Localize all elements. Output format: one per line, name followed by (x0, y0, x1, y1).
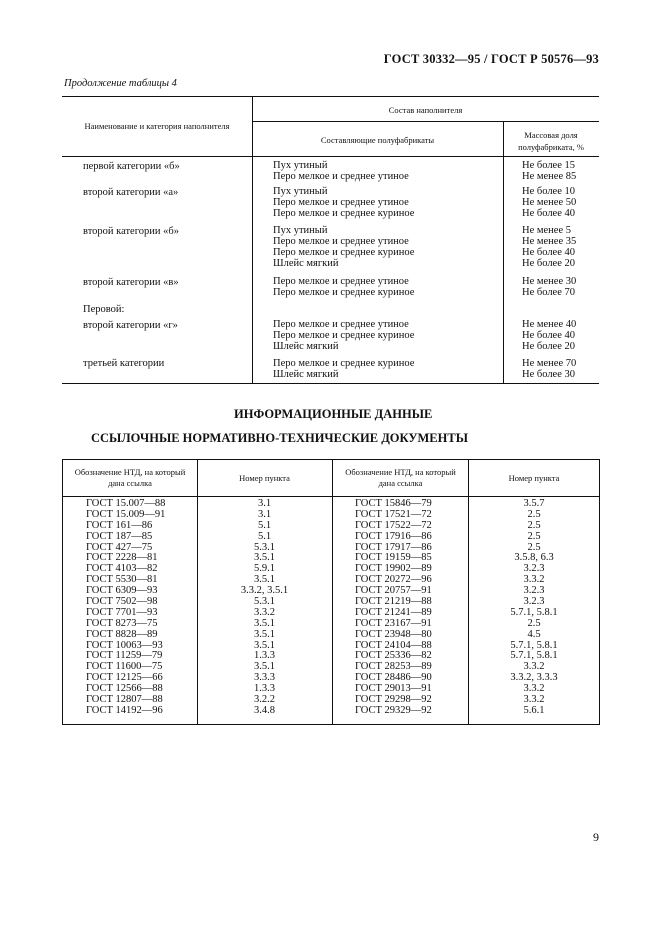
item-number: 2.5 (527, 617, 541, 629)
item-number: 3.1 (257, 498, 272, 509)
item-number: 3.3.2 (523, 661, 545, 673)
table-line: Перо мелкое и среднее куриное (273, 207, 415, 219)
table-rule (62, 496, 600, 497)
document-designation: ГОСТ 29298—92 (355, 694, 432, 706)
subsection-title: ССЫЛОЧНЫЕ НОРМАТИВНО-ТЕХНИЧЕСКИЕ ДОКУМЕНТЫ (91, 431, 468, 445)
mass-fraction-list (522, 187, 576, 220)
item-number: 4.5 (527, 628, 541, 640)
document-designation: ГОСТ 17522—72 (355, 519, 432, 531)
table-line: Пух утиный (273, 160, 328, 171)
table-line: Не более 20 (522, 257, 576, 269)
document-designation: ГОСТ 15846—79 (355, 498, 432, 509)
document-designation: ГОСТ 6309—93 (86, 585, 158, 597)
item-number: 1.3.3 (254, 683, 275, 695)
table-line: Шлейс мягкий (273, 340, 339, 352)
item-number: 5.3.1 (254, 541, 275, 553)
table-line: Не менее 40 (522, 319, 577, 330)
document-designation: ГОСТ 25336—82 (355, 650, 432, 662)
table-rule (62, 96, 599, 97)
item-number: 3.2.3 (523, 585, 545, 597)
item-number: 5.3.1 (254, 596, 275, 608)
table-line: Не более 40 (522, 207, 576, 219)
column-header-document: Обозначение НТД, на который дана ссылка (345, 467, 456, 488)
item-number: 5.7.1, 5.8.1 (510, 639, 558, 651)
document-designation: ГОСТ 21241—89 (355, 606, 432, 618)
item-number: 3.2.3 (523, 563, 545, 575)
category-name: первой категории «б» (83, 161, 180, 172)
item-number: 3.2.2 (254, 694, 275, 706)
column-header-item: Номер пункта (508, 473, 560, 483)
table-line: Не более 15 (522, 160, 576, 171)
item-number: 5.7.1, 5.8.1 (510, 650, 558, 662)
document-designation: ГОСТ 8828—89 (86, 628, 158, 640)
document-designation: ГОСТ 20757—91 (355, 585, 432, 597)
column-header-composition: Состав наполнителя (388, 105, 463, 115)
item-number: 3.5.1 (254, 661, 275, 673)
table-rule (62, 459, 600, 460)
component-list (273, 359, 414, 381)
document-list (86, 499, 165, 717)
column-header-document: Обозначение НТД, на который дана ссылка (74, 467, 186, 488)
item-list (468, 499, 600, 717)
item-number: 3.5.1 (254, 639, 275, 651)
page-number: 9 (593, 830, 599, 844)
item-number: 5.7.1, 5.8.1 (510, 606, 558, 618)
item-number: 3.3.3 (254, 672, 275, 684)
table-line: Перо мелкое и среднее куриное (273, 246, 415, 258)
item-number: 3.3.2, 3.5.1 (240, 585, 289, 597)
document-designation: ГОСТ 7502—98 (86, 596, 158, 608)
item-number: 2.5 (527, 541, 541, 553)
table-rule (62, 383, 599, 384)
category-name: второй категории «в» (83, 277, 179, 288)
document-list (355, 499, 432, 717)
table-line: Не менее 85 (522, 170, 577, 182)
document-designation: ГОСТ 17917—86 (355, 541, 432, 553)
mass-fraction-list (522, 320, 576, 353)
component-list (273, 320, 414, 353)
table-rule (503, 121, 504, 384)
item-number: 3.5.1 (254, 628, 275, 640)
item-number: 3.3.2, 3.3.3 (510, 672, 558, 684)
table-line: Не менее 50 (522, 196, 577, 208)
item-number: 3.3.2 (523, 694, 545, 706)
item-number: 3.3.2 (523, 683, 545, 695)
table-line: Пух утиный (273, 225, 328, 236)
document-designation: ГОСТ 19159—85 (355, 552, 432, 564)
table-line: Перо мелкое и среднее утиное (273, 319, 409, 330)
component-list (273, 161, 409, 183)
document-designation: ГОСТ 23167—91 (355, 617, 432, 629)
table-line: Перо мелкое и среднее утиное (273, 276, 409, 287)
document-designation: ГОСТ 21219—88 (355, 596, 432, 608)
table-line: Не более 30 (522, 368, 576, 380)
document-designation: ГОСТ 17521—72 (355, 508, 432, 520)
category-name: второй категории «б» (83, 226, 179, 237)
column-header-name: Наименование и категория наполнителя (84, 121, 230, 131)
document-designation: ГОСТ 10063—93 (86, 639, 163, 651)
table-line: Перо мелкое и среднее куриное (273, 286, 415, 298)
document-designation: ГОСТ 11600—75 (86, 661, 163, 673)
item-number: 3.3.2 (254, 606, 275, 618)
document-designation: ГОСТ 12125—66 (86, 672, 163, 684)
document-designation: ГОСТ 28486—90 (355, 672, 432, 684)
document-designation: ГОСТ 17916—86 (355, 530, 432, 542)
reference-documents-table (62, 459, 600, 725)
item-number: 3.4.8 (254, 704, 275, 716)
table-rule (62, 724, 600, 725)
table-continuation-caption: Продолжение таблицы 4 (64, 78, 177, 89)
table-line: Не более 40 (522, 246, 576, 258)
item-list (197, 499, 332, 717)
document-designation: ГОСТ 7701—93 (86, 606, 158, 618)
column-header-item: Номер пункта (239, 473, 290, 483)
component-list (273, 226, 414, 270)
document-designation: ГОСТ 12566—88 (86, 683, 163, 695)
item-number: 3.1 (257, 508, 272, 520)
document-designation: ГОСТ 29329—92 (355, 704, 432, 716)
component-list (273, 277, 414, 299)
item-number: 3.5.1 (254, 617, 275, 629)
table-line: Не более 20 (522, 340, 576, 352)
filler-composition-table (62, 96, 599, 384)
item-number: 2.5 (527, 508, 541, 520)
table-line: Перо мелкое и среднее куриное (273, 329, 415, 341)
item-number: 2.5 (527, 530, 541, 542)
document-designation: ГОСТ 20272—96 (355, 574, 432, 586)
item-number: 3.3.2 (523, 574, 545, 586)
item-number: 3.5.7 (523, 498, 545, 509)
table-line: Перо мелкое и среднее утиное (273, 235, 409, 247)
document-designation: ГОСТ 11259—79 (86, 650, 163, 662)
document-designation: ГОСТ 24104—88 (355, 639, 432, 651)
table-rule (62, 459, 63, 725)
column-header-mass-fraction: Массовая доля полуфабриката, % (518, 130, 584, 152)
table-line: Не менее 30 (522, 276, 577, 287)
document-designation: ГОСТ 19902—89 (355, 563, 432, 575)
table-rule (62, 156, 599, 157)
table-rule (252, 121, 599, 122)
document-designation: ГОСТ 161—86 (86, 519, 153, 531)
table-line: Пух утиный (273, 186, 328, 197)
table-line: Шлейс мягкий (273, 257, 339, 269)
item-number: 3.2.3 (523, 596, 545, 608)
component-list (273, 187, 414, 220)
section-title: ИНФОРМАЦИОННЫЕ ДАННЫЕ (234, 407, 433, 421)
item-number: 5.6.1 (523, 704, 545, 716)
item-number: 5.1 (257, 530, 272, 542)
document-designation: ГОСТ 427—75 (86, 541, 153, 553)
item-number: 2.5 (527, 519, 541, 531)
document-designation: ГОСТ 2228—81 (86, 552, 158, 564)
column-header-components: Составляющие полуфабрикаты (320, 135, 435, 145)
table-line: Перо мелкое и среднее утиное (273, 196, 409, 208)
document-designation: ГОСТ 28253—89 (355, 661, 432, 673)
table-line: Не более 70 (522, 286, 576, 298)
table-line: Не менее 35 (522, 235, 577, 247)
document-designation: ГОСТ 4103—82 (86, 563, 158, 575)
item-number: 5.9.1 (254, 563, 275, 575)
table-line: Не более 10 (522, 186, 576, 197)
mass-fraction-list (522, 161, 576, 183)
table-line: Перо мелкое и среднее утиное (273, 170, 409, 182)
category-name: третьей категории (83, 358, 165, 369)
mass-fraction-list (522, 277, 576, 299)
table-rule (332, 459, 333, 725)
mass-fraction-list (522, 359, 576, 381)
item-number: 5.1 (257, 519, 272, 531)
document-designation: ГОСТ 5530—81 (86, 574, 158, 586)
mass-fraction-list (522, 226, 576, 270)
document-designation: ГОСТ 15.007—88 (86, 498, 166, 509)
table-line: Не менее 70 (522, 358, 577, 369)
table-line: Перо мелкое и среднее куриное (273, 358, 415, 369)
category-name: второй категории «г» (83, 320, 178, 331)
document-designation: ГОСТ 8273—75 (86, 617, 158, 629)
category-name: Перовой: (83, 304, 125, 315)
item-number: 3.5.1 (254, 552, 275, 564)
table-line: Не более 40 (522, 329, 576, 341)
document-designation: ГОСТ 29013—91 (355, 683, 432, 695)
table-line: Шлейс мягкий (273, 368, 339, 380)
table-line: Не менее 5 (522, 225, 571, 236)
document-designation: ГОСТ 23948—80 (355, 628, 432, 640)
document-designation: ГОСТ 187—85 (86, 530, 153, 542)
document-designation: ГОСТ 15.009—91 (86, 508, 166, 520)
page-header: ГОСТ 30332—95 / ГОСТ Р 50576—93 (383, 52, 599, 66)
document-designation: ГОСТ 12807—88 (86, 694, 163, 706)
item-number: 3.5.1 (254, 574, 275, 586)
item-number: 3.5.8, 6.3 (514, 552, 554, 564)
category-name: второй категории «а» (83, 187, 179, 198)
document-designation: ГОСТ 14192—96 (86, 704, 163, 716)
item-number: 1.3.3 (254, 650, 275, 662)
